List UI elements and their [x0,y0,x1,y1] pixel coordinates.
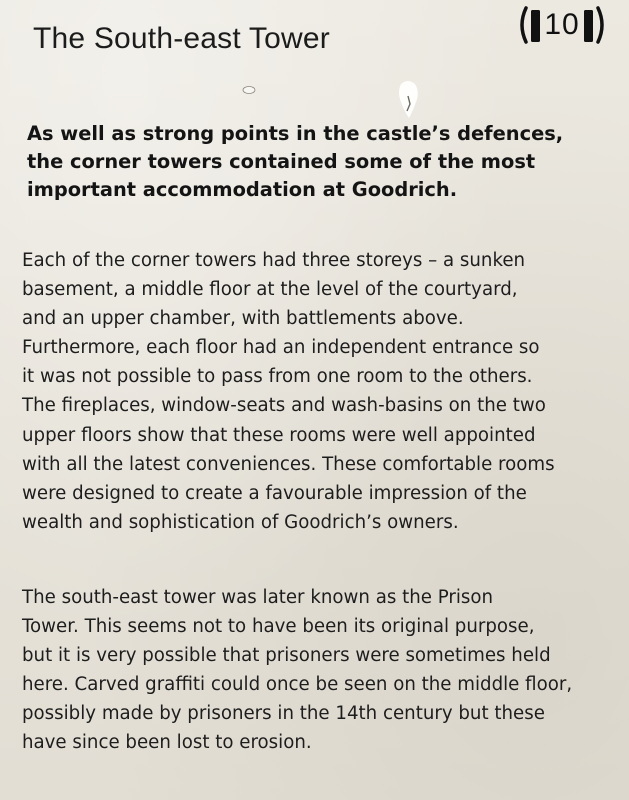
paragraph-line: and an upper chamber, with battlements above. [22,308,464,330]
paragraph-corner-towers [22,246,622,537]
intro-line: the corner towers contained some of the most [27,150,536,173]
badge-number: 10 [544,8,580,41]
paragraph-line: basement, a middle floor at the level of the courtyard, [22,279,518,301]
paragraph-line: were designed to create a favourable impression of the [22,482,527,504]
paragraph-line: Furthermore, each floor had an independent entrance so [22,337,540,359]
paragraph-line: wealth and sophistication of Goodrich’s owners. [22,511,459,533]
paint-chip-mark [395,78,421,120]
intro-text [27,120,617,204]
intro-line: important accommodation at Goodrich. [27,178,458,201]
intro-line: As well as strong points in the castle’s defences, [27,122,564,145]
paragraph-line: have since been lost to erosion. [22,732,312,754]
paragraph-prison-tower [22,583,622,758]
paragraph-line: upper floors show that these rooms were well appointed [22,424,536,446]
paragraph-line: but it is very possible that prisoners were sometimes held [22,645,551,667]
paragraph-line: Tower. This seems not to have been its original purpose, [22,616,535,638]
paragraph-line: possibly made by prisoners in the 14th century but these [22,703,545,725]
paragraph-line: here. Carved graffiti could once be seen on the middle floor, [22,674,573,696]
small-paint-mark [240,84,258,96]
numbered-audio-point-icon [516,2,608,48]
paragraph-line: Each of the corner towers had three storeys – a sunken [22,250,526,271]
sign-title: The South-east Tower [33,22,330,55]
paragraph-line: The fireplaces, window-seats and wash-basins on the two [22,395,546,417]
paragraph-line: The south-east tower was later known as the Prison [22,587,494,608]
paragraph-line: it was not possible to pass from one room to the others. [22,366,533,388]
paragraph-line: with all the latest conveniences. These comfortable rooms [22,453,555,475]
